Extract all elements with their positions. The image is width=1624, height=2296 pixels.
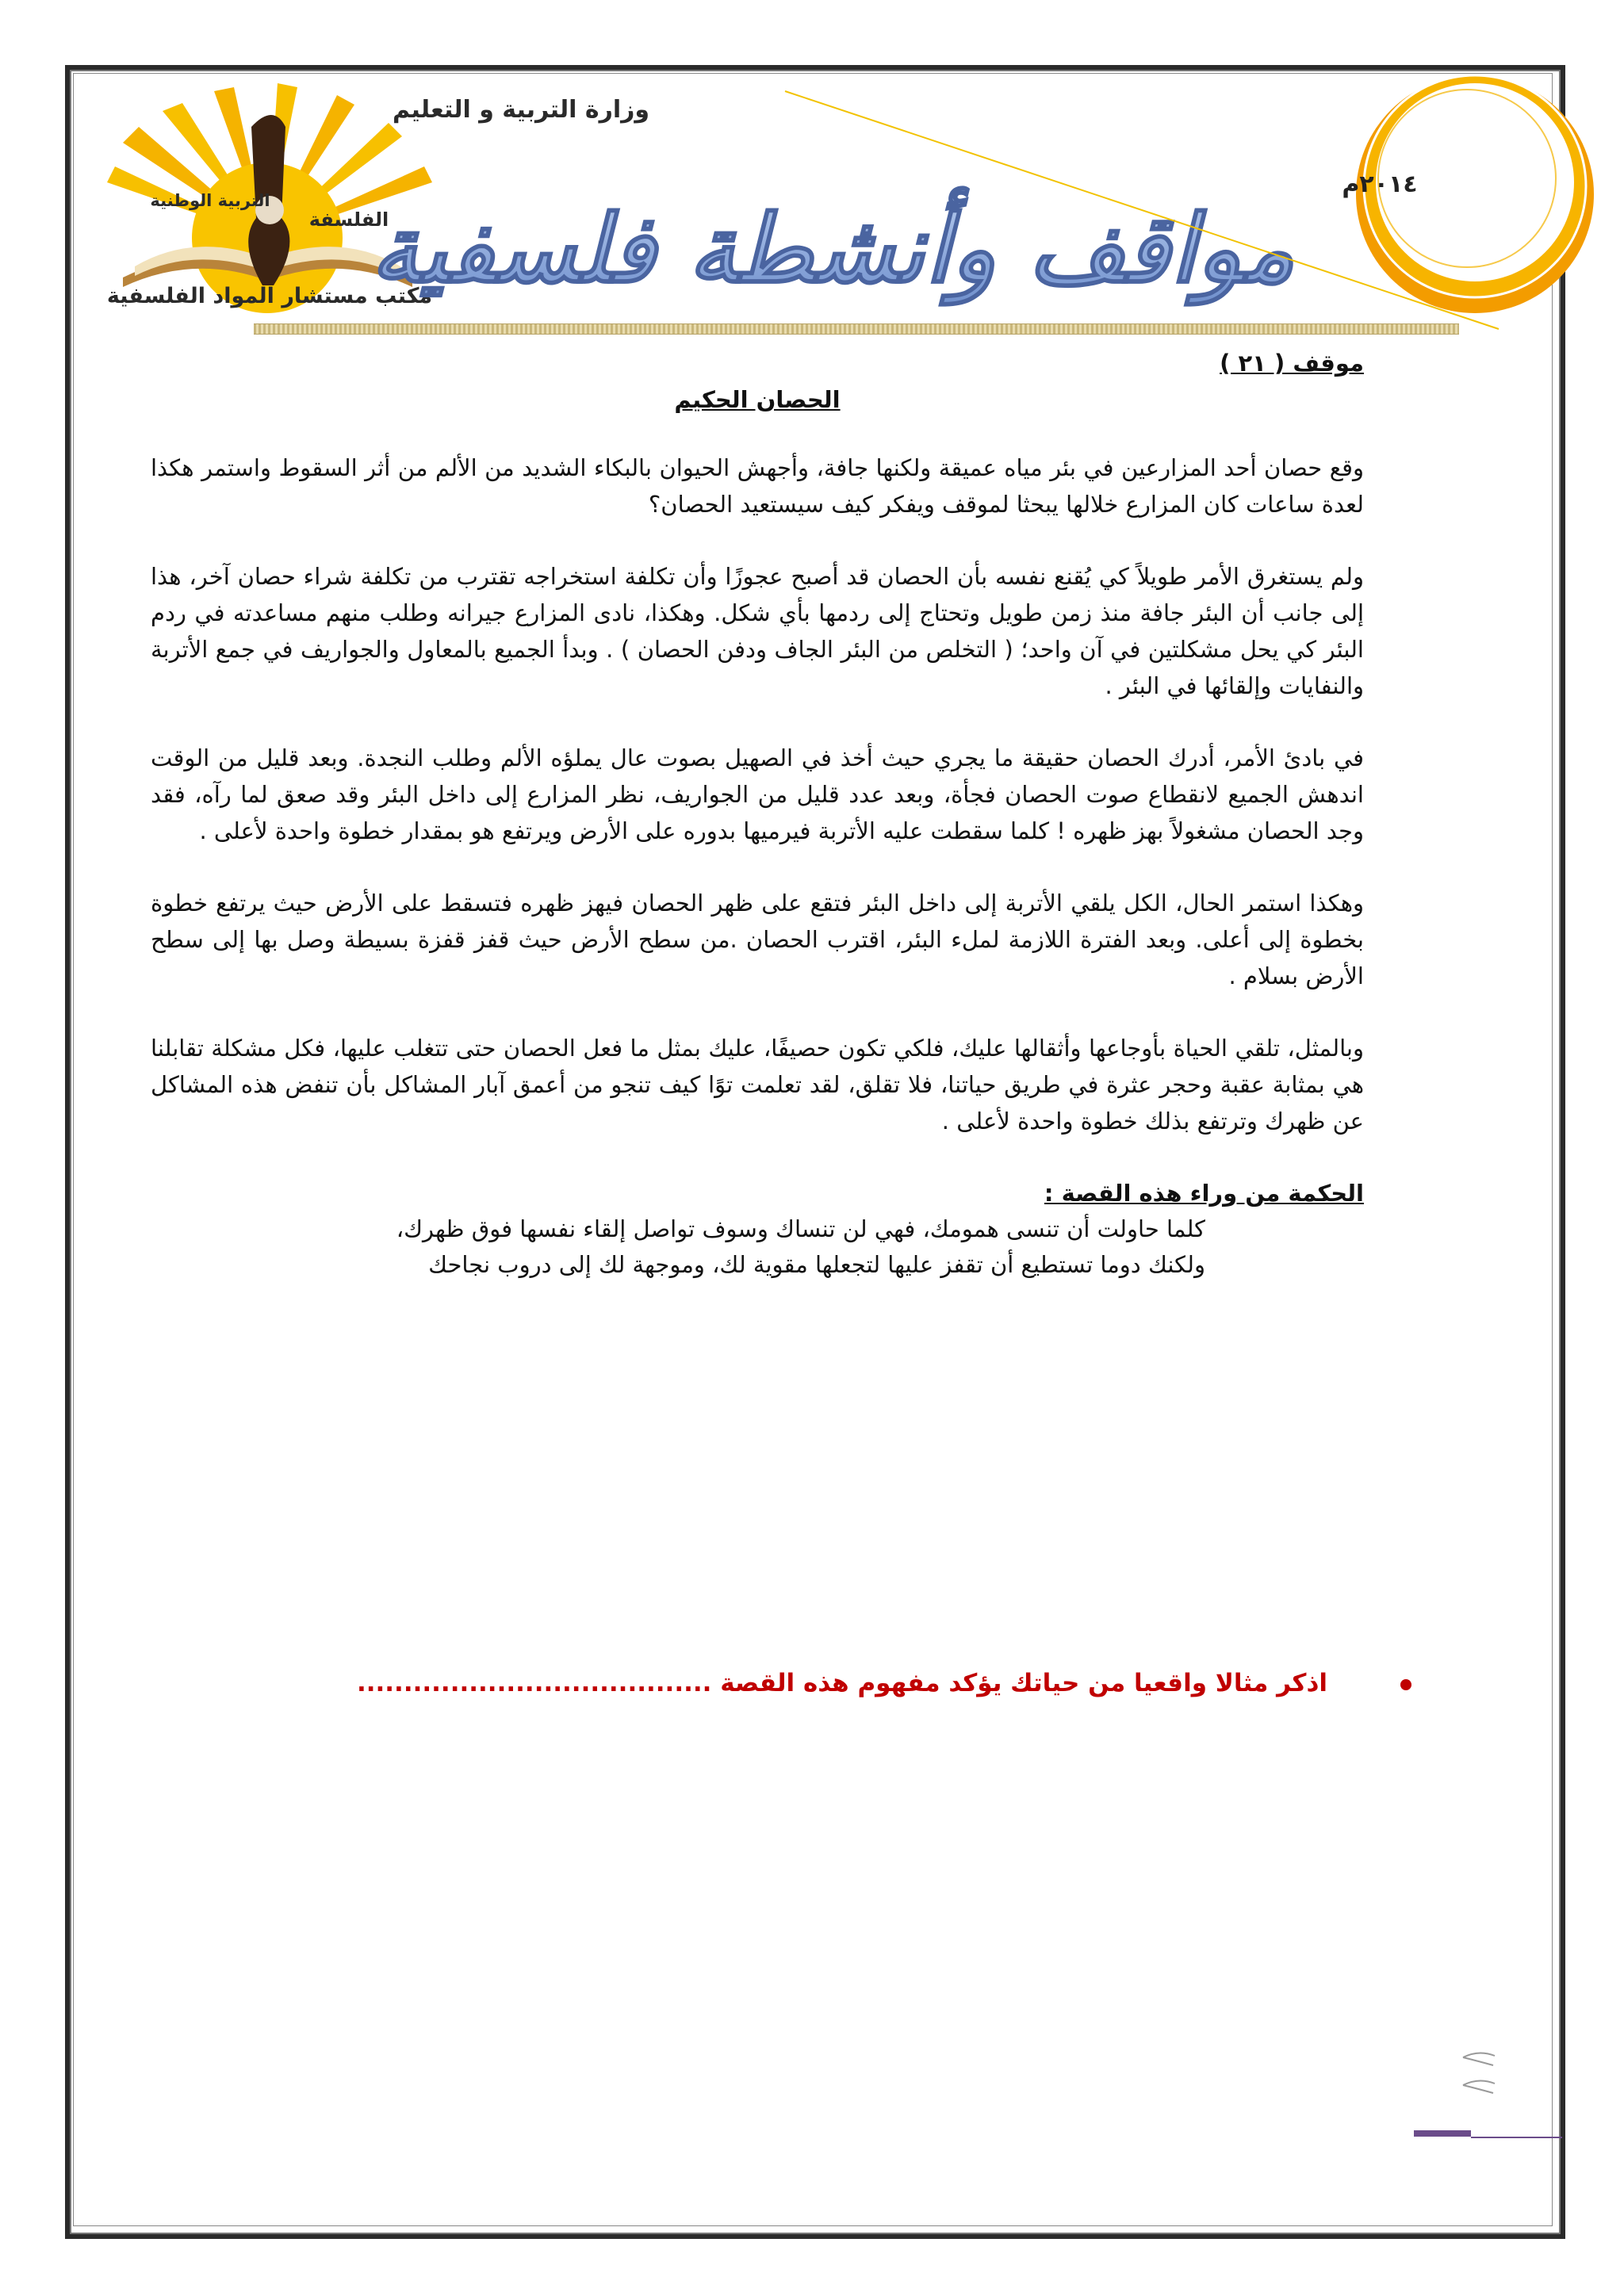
paragraph-2: ولم يستغرق الأمر طويلاً كي يُقنع نفسه بأن الحصان قد أصبح عجوزًا وأن تكلفة استخراجه تقترب من تكلفة شراء حصان آخر، هذا إلى جانب أن البئر جافة منذ زمن طويل وتحتاج إلى ردمها بأي شكل. وهكذا، نادى المزارع جيرانه وطلب منهم مساعدته في ردم البئر كي يحل مشكلتين في آن واحد؛ ( التخلص من البئر الجاف ودفن الحصان ) . وبدأ الجميع بالمعاول والجواريف في جمع الأتربة والنفايات وإلقائها في البئر . [151, 563, 1364, 699]
wisdom-line-1: كلما حاولت أن تنسى همومك، فهي لن تنساك وسوف تواصل إلقاء نفسها فوق ظهرك، [396, 1215, 1205, 1242]
footer-line [1471, 2137, 1562, 2138]
paragraph-3: في بادئ الأمر، أدرك الحصان حقيقة ما يجري حيث أخذ في الصهيل بصوت عال يملؤه الألم وطلب النجدة. وبعد قليل من الوقت اندهش الجميع لانقطاع صوت الحصان فجأة، وبعد عدد قليل من الجواريف، نظر المزارع إلى داخل البئر وقد صعق لما رآه، فقد وجد الحصان مشغولاً بهز ظهره ! كلما سقطت عليه الأتربة فيرميها بدوره على الأرض ويرتفع هو بمقدار خطوة واحدة لأعلى . [151, 744, 1364, 844]
footer-bar [1414, 2130, 1471, 2137]
wisdom-heading: الحكمة من وراء هذه القصة : [1044, 1180, 1364, 1207]
logo-subject-left: التربية الوطنية [150, 191, 270, 210]
header-divider [254, 323, 1459, 335]
page-corner-mark-icon [1455, 2042, 1503, 2105]
answer-blank[interactable]: ...................................... [356, 1669, 712, 1697]
activity-question [151, 1669, 1411, 1697]
logo-office-text: مكتب مستشار المواد الفلسفية [106, 284, 433, 308]
bullet-icon [1400, 1679, 1411, 1690]
situation-number: موقف ( ٢١ ) [1220, 350, 1364, 377]
wisdom-text [151, 1211, 1364, 1283]
year-label: ٢٠١٤م [1342, 170, 1418, 198]
corner-ornament [1237, 91, 1554, 329]
banner-title [370, 178, 1295, 321]
story-content [151, 341, 1364, 1283]
logo-ministry-text: وزارة التربية و التعليم [393, 96, 650, 124]
paragraph-1: وقع حصان أحد المزارعين في بئر مياه عميقة ولكنها جافة، وأجهش الحيوان بالبكاء الشديد من الألم من أثر السقوط واستمر هكذا لعدة ساعات كان المزارع خلالها يبحثا لموقف ويفكر كيف سيستعيد الحصان؟ [151, 454, 1364, 518]
story-title: الحصان الحكيم [674, 386, 841, 413]
question-text: اذكر مثالا واقعيا من حياتك يؤكد مفهوم هذه القصة [720, 1669, 1327, 1697]
wisdom-line-2: ولكنك دوما تستطيع أن تقفز عليها لتجعلها مقوية لك، وموجهة لك إلى دروب نجاحك [428, 1251, 1205, 1278]
paragraph-5: وبالمثل، تلقي الحياة بأوجاعها وأثقالها عليك، فلكي تكون حصيفًا، عليك بمثل ما فعل الحصان حتى تتغلب عليها، فكل مشكلة تقابلنا هي بمثابة عقبة وحجر عثرة في طريق حياتنا، فلا تقلق، لقد تعلمت توًا كيف تنجو من أعمق آبار المشاكل بأن تنفض هذه المشاكل عن ظهرك وترتفع بذلك خطوة واحدة لأعلى . [151, 1035, 1364, 1135]
logo-subject-right: الفلسفة [308, 209, 389, 231]
paragraph-4: وهكذا استمر الحال، الكل يلقي الأتربة إلى داخل البئر فتقع على ظهر الحصان فيهز ظهره فتسقط على الأرض حيث يرتفع خطوة بخطوة إلى أعلى. وبعد الفترة اللازمة لملء البئر، اقترب الحصان .من سطح الأرض حيث قفز قفزة بسيطة وصل بها إلى سطح الأرض بسلام . [151, 890, 1364, 989]
banner-title-text: مواقف وأنشطة فلسفية [370, 194, 1295, 304]
